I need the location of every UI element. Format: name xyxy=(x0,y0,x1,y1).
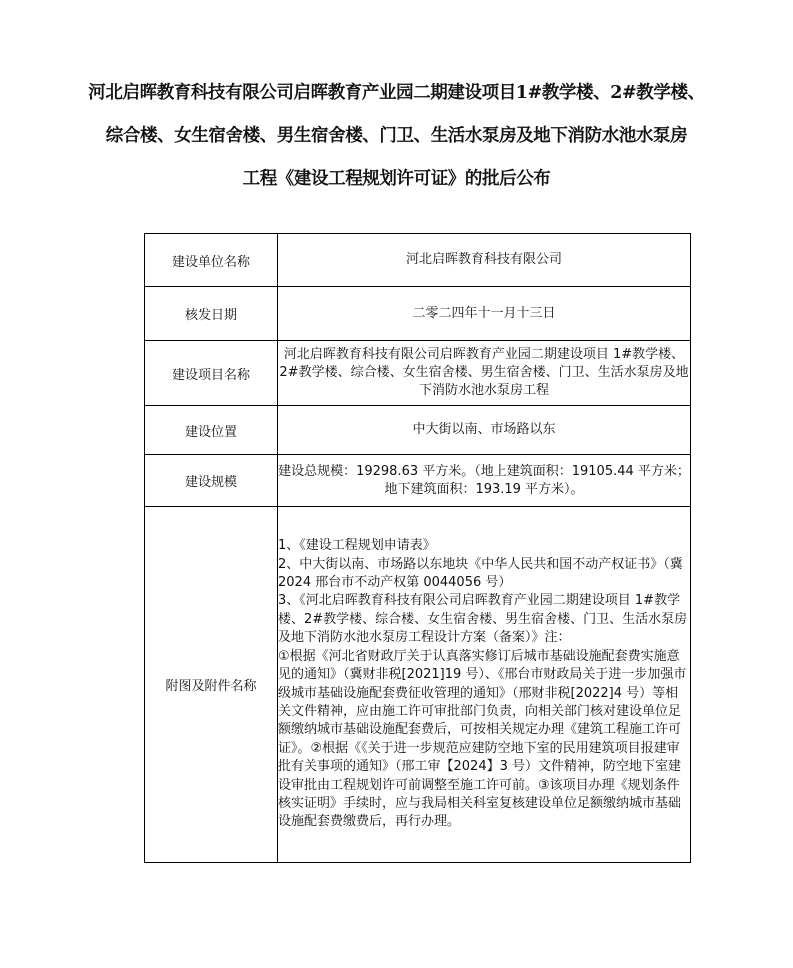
table-row-location xyxy=(145,406,691,455)
attachment-item-3: 3、《河北启晖教育科技有限公司启晖教育产业园二期建设项目 1#教学楼、2#教学楼、综合楼、女生宿舍楼、男生宿舍楼、门卫、生活水泵房及地下消防水池水泵房工程设计方案（备案）》注： xyxy=(278,593,688,646)
project-value: 河北启晖教育科技有限公司启晖教育产业园二期建设项目 1#教学楼、2#教学楼、综合楼、女生宿舍楼、男生宿舍楼、门卫、生活水泵房及地下消防水池水泵房工程 xyxy=(278,341,691,406)
table-row-date xyxy=(145,287,691,341)
page-title xyxy=(80,72,713,201)
scale-label: 建设规模 xyxy=(145,455,278,507)
date-label: 核发日期 xyxy=(145,287,278,341)
attachment-note: ①根据《河北省财政厅关于认真落实修订后城市基础设施配套费实施意见的通知》（冀财非税[2021]19 号）、《邢台市财政局关于进一步加强市级城市基础设施配套费征收管理的通知》（邢财非税[2022]4 号）等相关文件精神，应由施工许可审批部门负责，向相关部门核对建设单位足额缴纳城市基础设施配套费后，可按相关规定办理《建筑工程施工许可证》。②根据《《关于进一步规范应建防空地下室的民用建筑项目报建审批有关事项的通知》（邢工审【2024】3 号）文件精神，防空地下室建设审批由工程规划许可前调整至施工许可前。③该项目办理《规划条件核实证明》手续时，应与我局相关科室复核建设单位足额缴纳城市基础设施配套费缴费后，再行办理。 xyxy=(278,648,687,830)
table-row-project xyxy=(145,341,691,406)
unit-value: 河北启晖教育科技有限公司 xyxy=(278,234,691,287)
attachments-label: 附图及附件名称 xyxy=(145,507,278,863)
title-line-2: 综合楼、女生宿舍楼、男生宿舍楼、门卫、生活水泵房及地下消防水池水泵房 xyxy=(105,126,688,146)
unit-label: 建设单位名称 xyxy=(145,234,278,287)
attachment-item-1: 1、《建设工程规划申请表》 xyxy=(278,538,436,554)
project-label: 建设项目名称 xyxy=(145,341,278,406)
title-line-1: 河北启晖教育科技有限公司启晖教育产业园二期建设项目1#教学楼、2#教学楼、 xyxy=(88,83,705,103)
date-value: 二零二四年十一月十三日 xyxy=(278,287,691,341)
table-row-attachments xyxy=(145,507,691,863)
attachment-item-2: 2、中大街以南、市场路以东地块《中华人民共和国不动产权证书》（冀 2024 邢台市不动产权第 0044056 号） xyxy=(278,556,683,591)
title-line-3: 工程《建设工程规划许可证》的批后公布 xyxy=(242,169,551,189)
permit-info-table xyxy=(144,233,691,863)
table-row-scale xyxy=(145,455,691,507)
location-value: 中大街以南、市场路以东 xyxy=(278,406,691,455)
attachments-value xyxy=(278,507,691,863)
location-label: 建设位置 xyxy=(145,406,278,455)
table-row-unit xyxy=(145,234,691,287)
scale-value: 建设总规模：19298.63 平方米。（地上建筑面积：19105.44 平方米；地下建筑面积：193.19 平方米）。 xyxy=(278,455,691,507)
